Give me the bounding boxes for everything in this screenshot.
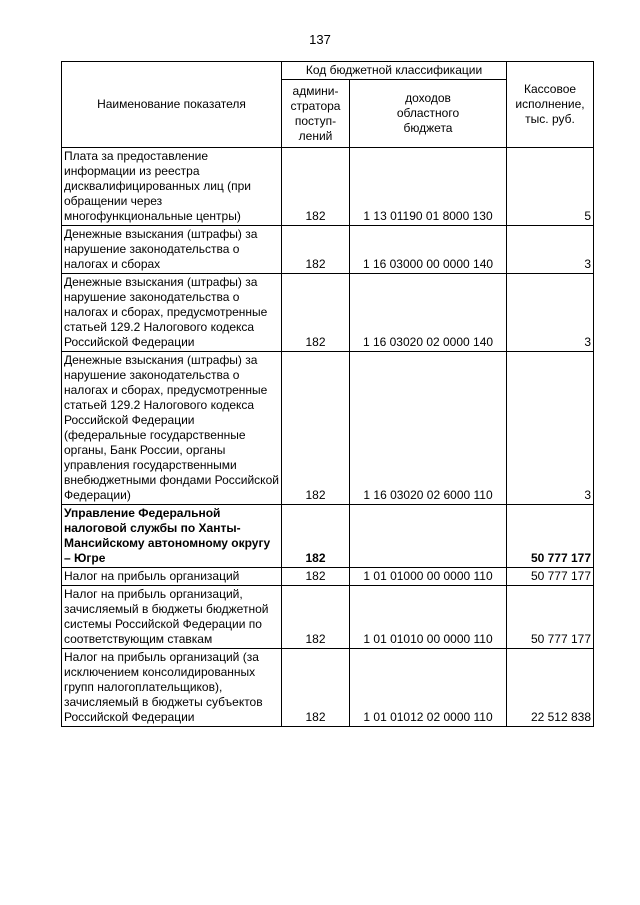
table-row bbox=[62, 568, 594, 586]
table-row bbox=[62, 649, 594, 727]
row-admin-code: 182 bbox=[282, 148, 350, 226]
row-name: Налог на прибыль организаций bbox=[62, 568, 282, 586]
row-name: Денежные взыскания (штрафы) за нарушение законодательства о налогах и сборах bbox=[62, 226, 282, 274]
header-name: Наименование показателя bbox=[62, 62, 282, 148]
row-amount: 3 bbox=[507, 274, 594, 352]
table-body bbox=[62, 148, 594, 727]
header-admin: админи- стратора поступ- лений bbox=[282, 80, 350, 148]
row-admin-code: 182 bbox=[282, 586, 350, 649]
row-budget-code: 1 01 01010 00 0000 110 bbox=[350, 586, 507, 649]
row-amount: 50 777 177 bbox=[507, 568, 594, 586]
row-budget-code: 1 16 03000 00 0000 140 bbox=[350, 226, 507, 274]
row-name: Плата за предоставление информации из реестра дисквалифицированных лиц (при обращении через многофункциональные центры) bbox=[62, 148, 282, 226]
table-row bbox=[62, 274, 594, 352]
row-admin-code: 182 bbox=[282, 505, 350, 568]
table-row bbox=[62, 586, 594, 649]
row-amount: 50 777 177 bbox=[507, 586, 594, 649]
table-row bbox=[62, 148, 594, 226]
row-admin-code: 182 bbox=[282, 274, 350, 352]
row-name: Управление Федеральной налоговой службы по Ханты-Мансийскому автономному округу – Югре bbox=[62, 505, 282, 568]
row-amount: 3 bbox=[507, 226, 594, 274]
page-number: 137 bbox=[309, 32, 331, 47]
row-admin-code: 182 bbox=[282, 568, 350, 586]
row-name: Денежные взыскания (штрафы) за нарушение законодательства о налогах и сборах, предусмотренные статьей 129.2 Налогового кодекса Российской Федерации bbox=[62, 274, 282, 352]
header-code-group: Код бюджетной классификации bbox=[282, 62, 507, 80]
row-budget-code: 1 01 01012 02 0000 110 bbox=[350, 649, 507, 727]
row-budget-code: 1 01 01000 00 0000 110 bbox=[350, 568, 507, 586]
row-budget-code bbox=[350, 505, 507, 568]
row-amount: 3 bbox=[507, 352, 594, 505]
budget-table bbox=[61, 61, 594, 727]
table-row bbox=[62, 226, 594, 274]
header-revenue: доходов областного бюджета bbox=[350, 80, 507, 148]
row-name: Денежные взыскания (штрафы) за нарушение законодательства о налогах и сборах, предусмотренные статьей 129.2 Налогового кодекса Российской Федерации (федеральные государственные органы, Банк России, органы управления государственными внебюджетными фондами Российской Федерации) bbox=[62, 352, 282, 505]
header-sum: Кассовое исполнение, тыс. руб. bbox=[507, 62, 594, 148]
table-row bbox=[62, 352, 594, 505]
row-admin-code: 182 bbox=[282, 649, 350, 727]
row-amount: 50 777 177 bbox=[507, 505, 594, 568]
row-name: Налог на прибыль организаций, зачисляемый в бюджеты бюджетной системы Российской Федерации по соответствующим ставкам bbox=[62, 586, 282, 649]
row-amount: 5 bbox=[507, 148, 594, 226]
row-name: Налог на прибыль организаций (за исключением консолидированных групп налогоплательщиков), зачисляемый в бюджеты субъектов Российской Федерации bbox=[62, 649, 282, 727]
row-budget-code: 1 13 01190 01 8000 130 bbox=[350, 148, 507, 226]
row-budget-code: 1 16 03020 02 0000 140 bbox=[350, 274, 507, 352]
row-admin-code: 182 bbox=[282, 226, 350, 274]
row-budget-code: 1 16 03020 02 6000 110 bbox=[350, 352, 507, 505]
row-amount: 22 512 838 bbox=[507, 649, 594, 727]
table-row bbox=[62, 505, 594, 568]
row-admin-code: 182 bbox=[282, 352, 350, 505]
